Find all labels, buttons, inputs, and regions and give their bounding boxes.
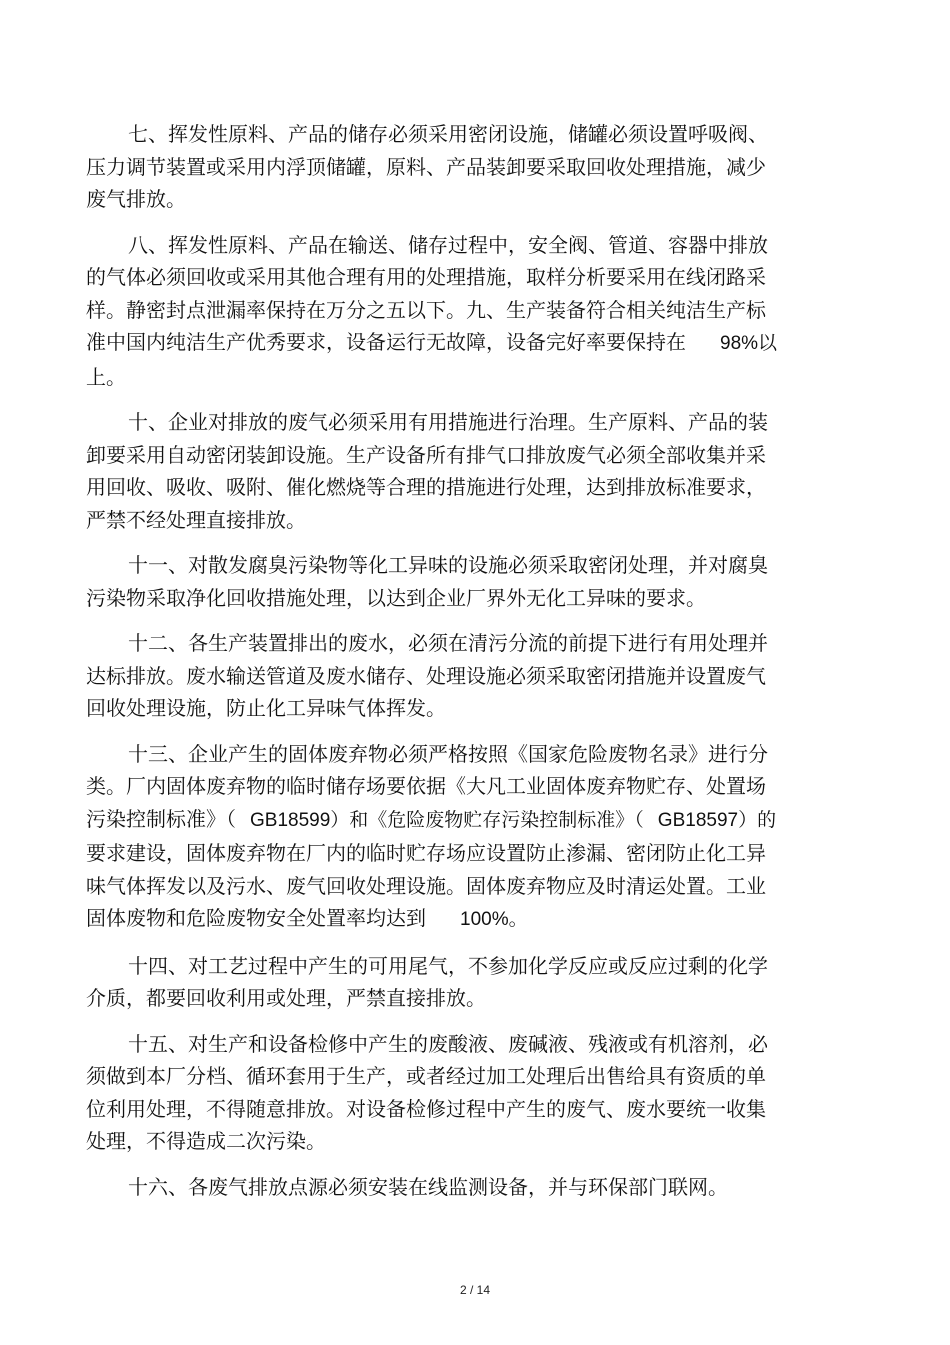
text-line: 废气排放。 xyxy=(86,187,186,211)
text-line: 达标排放。废水输送管道及废水储存、处理设施必须采取密闭措施并设置废气 xyxy=(86,663,766,688)
document-body xyxy=(86,118,856,1216)
text-line: 样。静密封点泄漏率保持在万分之五以下。九、生产装备符合相关纯洁生产标 xyxy=(86,297,766,322)
text-line: 处理，不得造成二次污染。 xyxy=(86,1129,326,1153)
text-line: 十四、对工艺过程中产生的可用尾气，不参加化学反应或反应过剩的化学 xyxy=(128,953,768,978)
paragraph-11 xyxy=(86,549,856,614)
text-segment: 准中国内纯洁生产优秀要求，设备运行无故障，设备完好率要保持在 xyxy=(86,330,686,354)
text-line: 类。厂内固体废弃物的临时储存场要依据《大凡工业固体废弃物贮存、处置场 xyxy=(86,774,766,798)
text-line xyxy=(86,902,856,937)
standard-code: GB18599）和《危险废物贮存污染控制标准》（ xyxy=(250,809,644,831)
paragraph-10 xyxy=(86,406,856,536)
paragraph-8 xyxy=(86,229,856,394)
paragraph-16 xyxy=(86,1171,856,1204)
text-line: 卸要采用自动密闭装卸设施。生产设备所有排气口排放废气必须全部收集并采 xyxy=(86,442,766,467)
percentage-value: 100%。 xyxy=(460,909,528,930)
paragraph-12 xyxy=(86,627,856,725)
standard-code: GB18597）的 xyxy=(657,809,777,831)
text-line: 味气体挥发以及污水、废气回收处理设施。固体废弃物应及时清运处置。工业 xyxy=(86,873,766,898)
paragraph-14 xyxy=(86,950,856,1015)
text-line: 七、挥发性原料、产品的储存必须采用密闭设施，储罐必须设置呼吸阀、 xyxy=(128,122,768,146)
paragraph-7 xyxy=(86,118,856,216)
text-line xyxy=(86,803,856,838)
text-line: 压力调节装置或采用内浮顶储罐，原料、产品装卸要采取回收处理措施，减少 xyxy=(86,154,766,179)
text-line: 十五、对生产和设备检修中产生的废酸液、废碱液、残液或有机溶剂，必 xyxy=(128,1031,768,1056)
text-segment: 固体废物和危险废物安全处置率均达到 xyxy=(86,906,426,930)
percentage-value: 98%以 xyxy=(720,333,778,354)
text-line: 要求建设，固体废弃物在厂内的临时贮存场应设置防止渗漏、密闭防止化工异 xyxy=(86,841,766,865)
text-line: 上。 xyxy=(86,364,126,389)
text-segment: 污染控制标准》（ xyxy=(86,806,236,831)
text-line: 回收处理设施，防止化工异味气体挥发。 xyxy=(86,696,446,720)
text-line: 十、企业对排放的废气必须采用有用措施进行治理。生产原料、产品的装 xyxy=(128,410,768,434)
text-line: 用回收、吸收、吸附、催化燃烧等合理的措施进行处理，达到排放标准要求， xyxy=(86,475,766,499)
text-line: 的气体必须回收或采用其他合理有用的处理措施，取样分析要采用在线闭路采 xyxy=(86,265,766,289)
text-line xyxy=(86,326,856,361)
text-line: 须做到本厂分档、循环套用于生产，或者经过加工处理后出售给具有资质的单 xyxy=(86,1064,766,1088)
text-line: 介质，都要回收利用或处理，严禁直接排放。 xyxy=(86,986,486,1010)
text-line: 十二、各生产装置排出的废水，必须在清污分流的前提下进行有用处理并 xyxy=(128,631,768,655)
paragraph-13 xyxy=(86,738,856,937)
text-line: 严禁不经处理直接排放。 xyxy=(86,507,306,532)
text-line: 十一、对散发腐臭污染物等化工异味的设施必须采取密闭处理，并对腐臭 xyxy=(128,553,768,577)
page-number: 2 / 14 xyxy=(459,1283,491,1297)
text-line: 十六、各废气排放点源必须安装在线监测设备，并与环保部门联网。 xyxy=(128,1174,728,1199)
text-line: 十三、企业产生的固体废弃物必须严格按照《国家危险废物名录》进行分 xyxy=(128,741,768,766)
text-line: 八、挥发性原料、产品在输送、储存过程中，安全阀、管道、容器中排放 xyxy=(128,232,768,257)
paragraph-15 xyxy=(86,1028,856,1158)
text-line: 污染物采取净化回收措施处理，以达到企业厂界外无化工异味的要求。 xyxy=(86,585,706,610)
text-line: 位利用处理，不得随意排放。对设备检修过程中产生的废气、废水要统一收集 xyxy=(86,1096,766,1121)
